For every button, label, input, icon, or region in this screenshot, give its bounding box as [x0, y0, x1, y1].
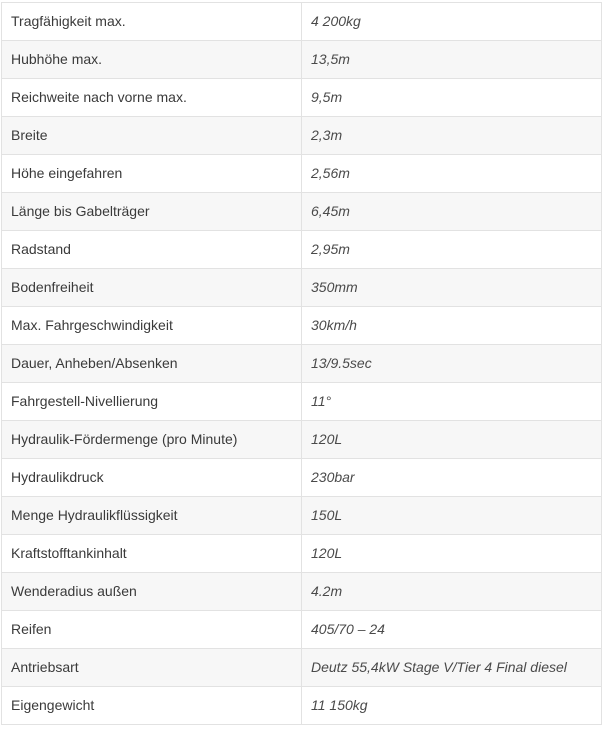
table-row	[2, 307, 602, 345]
spec-label: Radstand	[2, 231, 302, 269]
table-row	[2, 649, 602, 687]
table-row	[2, 345, 602, 383]
table-row	[2, 535, 602, 573]
spec-label: Hydraulik-Fördermenge (pro Minute)	[2, 421, 302, 459]
spec-label: Tragfähigkeit max.	[2, 3, 302, 41]
table-row	[2, 117, 602, 155]
spec-value: 6,45m	[302, 193, 602, 231]
spec-value: 2,95m	[302, 231, 602, 269]
spec-label: Antriebsart	[2, 649, 302, 687]
spec-value: 2,3m	[302, 117, 602, 155]
spec-label: Länge bis Gabelträger	[2, 193, 302, 231]
spec-value: 13,5m	[302, 41, 602, 79]
spec-label: Hubhöhe max.	[2, 41, 302, 79]
spec-label: Menge Hydraulikflüssigkeit	[2, 497, 302, 535]
spec-label: Fahrgestell-Nivellierung	[2, 383, 302, 421]
table-row	[2, 383, 602, 421]
table-row	[2, 269, 602, 307]
spec-value: 11 150kg	[302, 687, 602, 725]
spec-label: Eigengewicht	[2, 687, 302, 725]
spec-value: 150L	[302, 497, 602, 535]
spec-label: Dauer, Anheben/Absenken	[2, 345, 302, 383]
spec-label: Bodenfreiheit	[2, 269, 302, 307]
table-row	[2, 41, 602, 79]
table-row	[2, 687, 602, 725]
spec-value: 13/9.5sec	[302, 345, 602, 383]
table-row	[2, 421, 602, 459]
spec-label: Breite	[2, 117, 302, 155]
spec-value: Deutz 55,4kW Stage V/Tier 4 Final diesel	[302, 649, 602, 687]
spec-label: Reifen	[2, 611, 302, 649]
spec-label: Wenderadius außen	[2, 573, 302, 611]
specifications-table-body	[2, 3, 602, 725]
table-row	[2, 459, 602, 497]
spec-label: Reichweite nach vorne max.	[2, 79, 302, 117]
spec-label: Hydraulikdruck	[2, 459, 302, 497]
spec-value: 120L	[302, 535, 602, 573]
spec-value: 120L	[302, 421, 602, 459]
spec-value: 11°	[302, 383, 602, 421]
spec-label: Kraftstofftankinhalt	[2, 535, 302, 573]
spec-value: 4 200kg	[302, 3, 602, 41]
specifications-table	[1, 2, 602, 725]
spec-value: 2,56m	[302, 155, 602, 193]
spec-value: 4.2m	[302, 573, 602, 611]
spec-value: 30km/h	[302, 307, 602, 345]
spec-value: 350mm	[302, 269, 602, 307]
table-row	[2, 3, 602, 41]
table-row	[2, 573, 602, 611]
table-row	[2, 79, 602, 117]
table-row	[2, 231, 602, 269]
table-row	[2, 193, 602, 231]
table-row	[2, 155, 602, 193]
spec-value: 9,5m	[302, 79, 602, 117]
table-row	[2, 497, 602, 535]
table-row	[2, 611, 602, 649]
spec-value: 230bar	[302, 459, 602, 497]
spec-label: Höhe eingefahren	[2, 155, 302, 193]
spec-label: Max. Fahrgeschwindigkeit	[2, 307, 302, 345]
spec-value: 405/70 – 24	[302, 611, 602, 649]
